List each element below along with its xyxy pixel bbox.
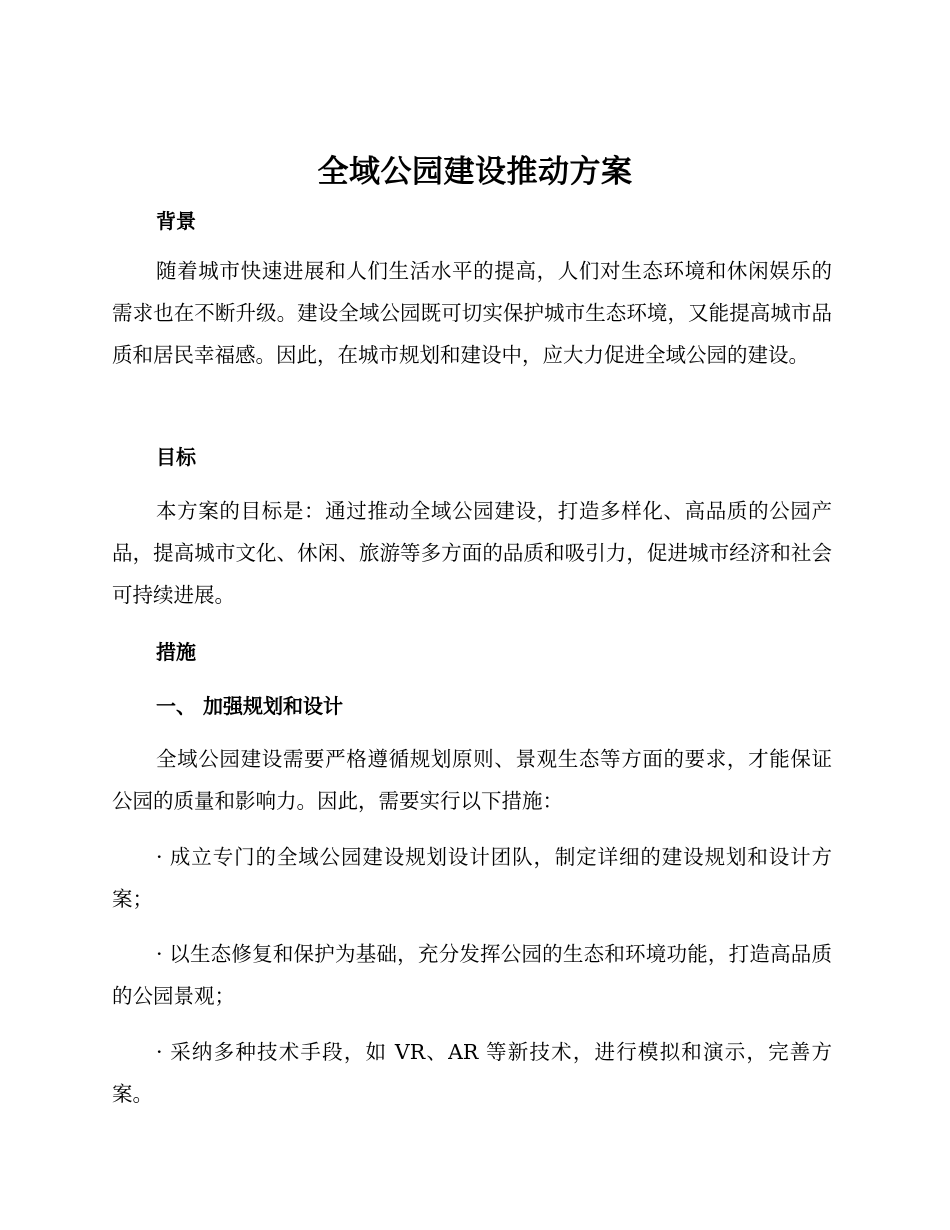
bullet-item: · 成立专门的全域公园建设规划设计团队，制定详细的建设规划和设计方案； [112,845,832,911]
measure-1-paragraph: 全域公园建设需要严格遵循规划原则、景观生态等方面的要求，才能保证公园的质量和影响力。因此，需要实行以下措施： [112,747,832,813]
measure-1-heading: 一、 加强规划和设计 [156,694,343,718]
background-paragraph: 随着城市快速进展和人们生活水平的提高，人们对生态环境和休闲娱乐的需求也在不断升级。建设全域公园既可切实保护城市生态环境，又能提高城市品质和居民幸福感。因此，在城市规划和建设中，应大力促进全域公园的建设。 [112,259,832,367]
bullet-item: · 以生态修复和保护为基础，充分发挥公园的生态和环境功能，打造高品质的公园景观； [112,942,832,1008]
document-title: 全域公园建设推动方案 [317,154,633,190]
section-heading-goal: 目标 [156,445,196,469]
section-heading-measures: 措施 [156,640,196,664]
goal-paragraph: 本方案的目标是：通过推动全域公园建设，打造多样化、高品质的公园产品，提高城市文化、休闲、旅游等多方面的品质和吸引力，促进城市经济和社会可持续进展。 [112,499,832,607]
section-heading-background: 背景 [156,209,196,233]
bullet-item: · 采纳多种技术手段，如 VR、AR 等新技术，进行模拟和演示，完善方案。 [112,1040,832,1106]
